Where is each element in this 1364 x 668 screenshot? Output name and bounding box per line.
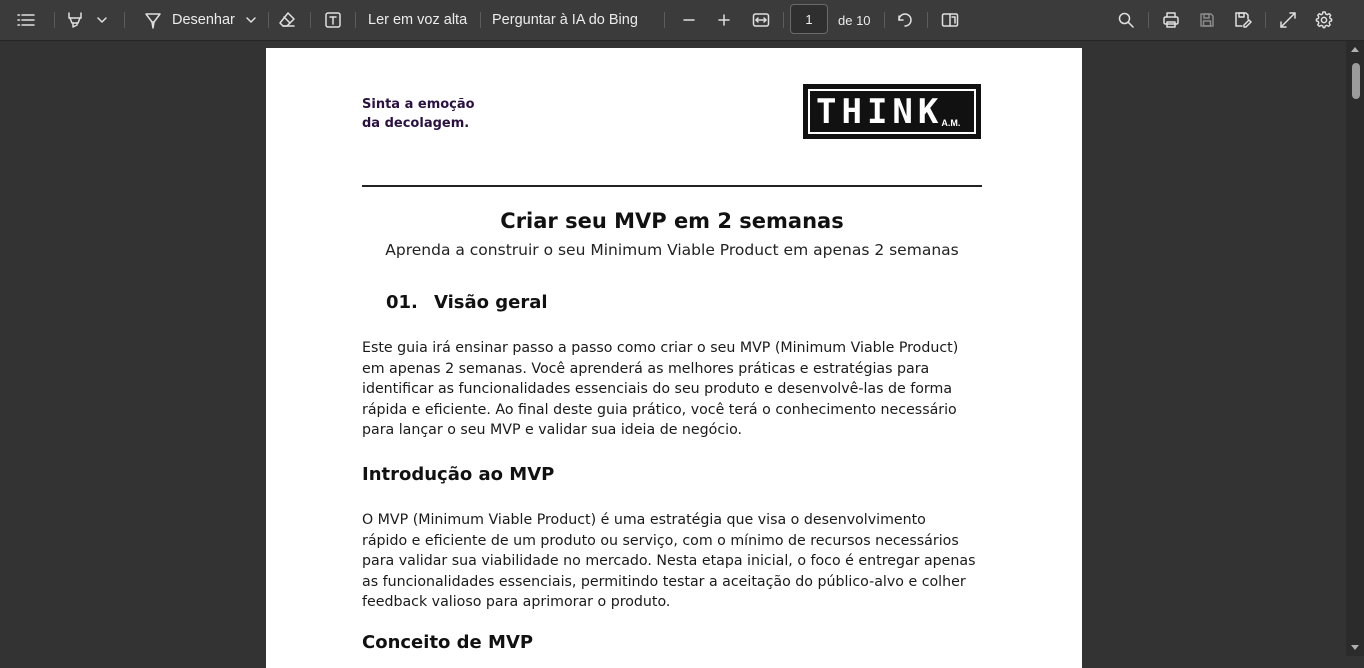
tagline bbox=[362, 95, 562, 133]
toolbar-divider bbox=[884, 12, 885, 28]
settings-button[interactable] bbox=[1313, 0, 1335, 40]
intro-paragraph bbox=[362, 510, 992, 613]
rotate-button[interactable] bbox=[894, 0, 916, 40]
paragraph-line: rápido e eficiente de um produto ou serviço, com o mínimo de recursos necessários bbox=[362, 532, 959, 549]
fullscreen-icon bbox=[1280, 12, 1296, 28]
save-icon bbox=[1199, 12, 1215, 28]
overview-paragraph bbox=[362, 338, 992, 441]
search-icon bbox=[1118, 12, 1134, 28]
page-total bbox=[838, 0, 874, 40]
heading-concept: Conceito de MVP bbox=[362, 632, 534, 653]
highlight-icon bbox=[66, 11, 84, 29]
logo-frame bbox=[808, 89, 976, 134]
paragraph-line: rápida e eficiente. Ao final deste guia prático, você terá o conhecimento necessário bbox=[362, 401, 957, 418]
heading-intro: Introdução ao MVP bbox=[362, 464, 555, 485]
page-number-input[interactable] bbox=[790, 4, 828, 34]
zoom-in-icon bbox=[717, 13, 731, 27]
toolbar-divider bbox=[355, 12, 356, 28]
pdf-toolbar bbox=[0, 0, 1364, 41]
toolbar-divider bbox=[927, 12, 928, 28]
section-number: 01. bbox=[386, 292, 418, 313]
paragraph-line: O MVP (Minimum Viable Product) é uma estratégia que visa o desenvolvimento bbox=[362, 512, 926, 528]
save-as-icon bbox=[1234, 11, 1252, 29]
toolbar-divider bbox=[54, 12, 55, 28]
draw-label: Desenhar bbox=[172, 12, 235, 28]
page-view-icon bbox=[941, 12, 959, 28]
toolbar-divider bbox=[1265, 12, 1266, 28]
save-as-button[interactable] bbox=[1232, 0, 1254, 40]
contents-button[interactable] bbox=[12, 0, 40, 40]
contents-icon bbox=[17, 13, 35, 27]
toolbar-divider bbox=[124, 12, 125, 28]
document-title: Criar seu MVP em 2 semanas bbox=[500, 209, 844, 233]
add-text-button[interactable] bbox=[322, 0, 344, 40]
toolbar-divider bbox=[268, 12, 269, 28]
rotate-icon bbox=[896, 11, 914, 29]
settings-icon bbox=[1315, 11, 1333, 29]
tagline-line: Sinta a emoção bbox=[362, 97, 475, 112]
vertical-scrollbar[interactable] bbox=[1346, 41, 1364, 656]
document-subtitle: Aprenda a construir o seu Minimum Viable Product em apenas 2 semanas bbox=[385, 241, 959, 259]
search-button[interactable] bbox=[1115, 0, 1137, 40]
ask-ai-label: Perguntar à IA do Bing bbox=[492, 12, 638, 28]
highlight-button[interactable] bbox=[64, 0, 86, 40]
erase-button[interactable] bbox=[276, 0, 298, 40]
toolbar-divider bbox=[1148, 12, 1149, 28]
page-view-button[interactable] bbox=[939, 0, 961, 40]
read-aloud-button[interactable] bbox=[368, 0, 468, 40]
text-icon bbox=[324, 11, 342, 29]
fullscreen-button[interactable] bbox=[1277, 0, 1299, 40]
zoom-in-button[interactable] bbox=[714, 0, 734, 40]
toolbar-divider bbox=[783, 12, 784, 28]
paragraph-line: para lançar o seu MVP e validar sua ideia de negócio. bbox=[362, 422, 743, 439]
draw-icon bbox=[144, 11, 162, 29]
draw-button[interactable] bbox=[142, 0, 164, 40]
page-total-label: de 10 bbox=[838, 12, 871, 28]
scroll-up-arrow-icon[interactable] bbox=[1351, 47, 1359, 52]
print-button[interactable] bbox=[1160, 0, 1182, 40]
fit-width-button[interactable] bbox=[750, 0, 772, 40]
chevron-down-icon bbox=[97, 17, 107, 23]
toolbar-divider bbox=[310, 12, 311, 28]
scroll-thumb[interactable] bbox=[1352, 63, 1360, 99]
zoom-out-button[interactable] bbox=[679, 0, 699, 40]
paragraph-line: as funcionalidades essenciais, permitindo testar a aceitação do público-alvo e colher bbox=[362, 573, 966, 590]
toolbar-divider bbox=[664, 12, 665, 28]
logo-word: THINK bbox=[816, 91, 944, 132]
tagline-line: da decolagem. bbox=[362, 116, 470, 131]
print-icon bbox=[1162, 11, 1180, 29]
scroll-down-arrow-icon[interactable] bbox=[1351, 645, 1359, 650]
toolbar-divider bbox=[480, 12, 481, 28]
read-aloud-label: Ler em voz alta bbox=[368, 12, 468, 28]
chevron-down-icon bbox=[246, 17, 256, 23]
eraser-icon bbox=[278, 11, 296, 29]
highlight-options-button[interactable] bbox=[94, 0, 110, 40]
pdf-page bbox=[266, 48, 1082, 668]
draw-label-button[interactable] bbox=[172, 0, 234, 40]
paragraph-line: feedback valioso para aprimorar o produto. bbox=[362, 594, 671, 611]
save-button[interactable] bbox=[1196, 0, 1218, 40]
paragraph-line: identificar as funcionalidades essenciais do seu produto e desenvolvê-las de forma bbox=[362, 381, 953, 398]
fit-width-icon bbox=[752, 12, 770, 28]
paragraph-line: em apenas 2 semanas. Você aprenderá as melhores práticas e estratégias para bbox=[362, 360, 930, 377]
think-logo bbox=[803, 84, 981, 139]
draw-options-button[interactable] bbox=[243, 0, 259, 40]
paragraph-line: Este guia irá ensinar passo a passo como criar o seu MVP (Minimum Viable Product) bbox=[362, 340, 959, 356]
zoom-out-icon bbox=[682, 13, 696, 27]
section-title: Visão geral bbox=[434, 292, 548, 313]
logo-suffix: A.M. bbox=[941, 117, 961, 128]
ask-ai-button[interactable] bbox=[492, 0, 642, 40]
header-rule bbox=[362, 185, 982, 187]
paragraph-line: para validar sua viabilidade no mercado. Nesta etapa inicial, o foco é entregar apenas bbox=[362, 553, 976, 570]
